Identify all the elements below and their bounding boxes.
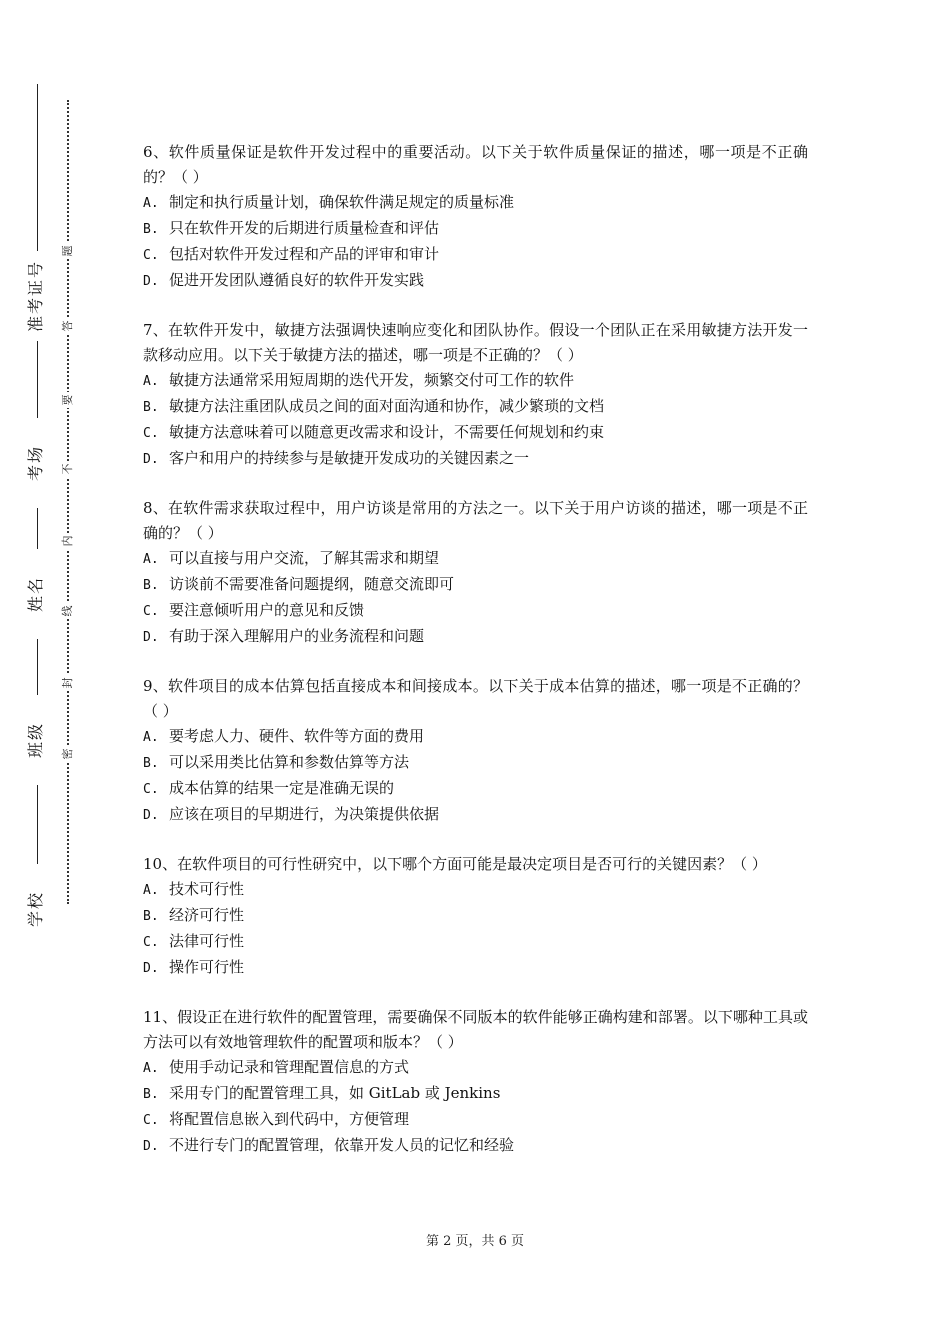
option-text: 操作可行性 xyxy=(169,958,245,976)
option-a xyxy=(143,877,808,903)
question-stem: 10、在软件项目的可行性研究中，以下哪个方面可能是最决定项目是否可行的关键因素？（ ） xyxy=(143,855,767,873)
question-stem: 9、软件项目的成本估算包括直接成本和间接成本。以下关于成本估算的描述，哪一项是不正确的？（ ） xyxy=(143,677,808,720)
option-text: 应该在项目的早期进行，为决策提供依据 xyxy=(169,805,440,823)
seal-char: 密 xyxy=(60,746,76,762)
option-text: 可以直接与用户交流，了解其需求和期望 xyxy=(169,549,440,567)
option-letter: B. xyxy=(143,400,159,415)
option-c xyxy=(143,929,808,955)
question-stem: 7、在软件开发中，敏捷方法强调快速响应变化和团队协作。假设一个团队正在采用敏捷方法开发一款移动应用。以下关于敏捷方法的描述，哪一项是不正确的？（ ） xyxy=(143,321,808,364)
option-letter: A. xyxy=(143,196,159,211)
option-a xyxy=(143,368,808,394)
option-d xyxy=(143,446,808,472)
name-label: 姓名 xyxy=(24,549,48,639)
option-text: 促进开发团队遵循良好的软件开发实践 xyxy=(169,271,425,289)
option-text: 使用手动记录和管理配置信息的方式 xyxy=(169,1058,410,1076)
option-a xyxy=(143,724,808,750)
option-letter: C. xyxy=(143,426,159,441)
option-text: 可以采用类比估算和参数估算等方法 xyxy=(169,753,410,771)
option-b xyxy=(143,750,808,776)
class-label: 班级 xyxy=(24,695,48,785)
option-a xyxy=(143,190,808,216)
option-letter: C. xyxy=(143,604,159,619)
option-b xyxy=(143,903,808,929)
option-d xyxy=(143,268,808,294)
option-letter: C. xyxy=(143,782,159,797)
option-letter: B. xyxy=(143,909,159,924)
option-letter: B. xyxy=(143,1087,159,1102)
option-text: 制定和执行质量计划，确保软件满足规定的质量标准 xyxy=(169,193,515,211)
option-letter: A. xyxy=(143,552,159,567)
option-text: 敏捷方法通常采用短周期的迭代开发，频繁交付可工作的软件 xyxy=(169,371,575,389)
option-letter: D. xyxy=(143,630,159,645)
page-number: 第 2 页，共 6 页 xyxy=(425,1234,525,1249)
option-text: 有助于深入理解用户的业务流程和问题 xyxy=(169,627,425,645)
option-d xyxy=(143,955,808,981)
option-text: 采用专门的配置管理工具，如 GitLab 或 Jenkins xyxy=(169,1084,501,1102)
option-c xyxy=(143,1107,808,1133)
seal-char: 封 xyxy=(60,675,76,691)
option-c xyxy=(143,242,808,268)
option-b xyxy=(143,1081,808,1107)
question-stem: 8、在软件需求获取过程中，用户访谈是常用的方法之一。以下关于用户访谈的描述，哪一项是不正确的？（ ） xyxy=(143,499,808,542)
option-text: 技术可行性 xyxy=(169,880,245,898)
option-letter: D. xyxy=(143,961,159,976)
option-text: 只在软件开发的后期进行质量检查和评估 xyxy=(169,219,440,237)
option-a xyxy=(143,1055,808,1081)
question-8 xyxy=(143,496,808,650)
option-d xyxy=(143,1133,808,1159)
option-text: 客户和用户的持续参与是敏捷开发成功的关键因素之一 xyxy=(169,449,530,467)
option-c xyxy=(143,776,808,802)
option-text: 将配置信息嵌入到代码中，方便管理 xyxy=(169,1110,410,1128)
option-b xyxy=(143,394,808,420)
question-stem: 11、假设正在进行软件的配置管理，需要确保不同版本的软件能够正确构建和部署。以下哪种工具或方法可以有效地管理软件的配置项和版本？（ ） xyxy=(143,1008,808,1051)
question-list xyxy=(143,140,808,1183)
option-letter: D. xyxy=(143,808,159,823)
option-letter: D. xyxy=(143,1139,159,1154)
question-7 xyxy=(143,318,808,472)
option-text: 包括对软件开发过程和产品的评审和审计 xyxy=(169,245,440,263)
option-letter: A. xyxy=(143,730,159,745)
admission-number-label: 准考证号 xyxy=(24,251,48,341)
option-text: 成本估算的结果一定是准确无误的 xyxy=(169,779,395,797)
option-b xyxy=(143,572,808,598)
option-text: 经济可行性 xyxy=(169,906,245,924)
binding-dotted-line xyxy=(67,100,69,904)
seal-char: 线 xyxy=(60,603,76,619)
option-letter: C. xyxy=(143,248,159,263)
question-stem: 6、软件质量保证是软件开发过程中的重要活动。以下关于软件质量保证的描述，哪一项是不正确的？（ ） xyxy=(143,143,808,186)
option-a xyxy=(143,546,808,572)
option-letter: B. xyxy=(143,578,159,593)
option-letter: C. xyxy=(143,1113,159,1128)
option-letter: A. xyxy=(143,1061,159,1076)
option-text: 法律可行性 xyxy=(169,932,245,950)
question-9 xyxy=(143,674,808,828)
option-text: 要注意倾听用户的意见和反馈 xyxy=(169,601,365,619)
option-d xyxy=(143,624,808,650)
question-10 xyxy=(143,852,808,981)
option-letter: B. xyxy=(143,756,159,771)
exam-room-label: 考场 xyxy=(24,418,48,508)
option-text: 敏捷方法注重团队成员之间的面对面沟通和协作，减少繁琐的文档 xyxy=(169,397,605,415)
option-d xyxy=(143,802,808,828)
option-text: 敏捷方法意味着可以随意更改需求和设计，不需要任何规划和约束 xyxy=(169,423,605,441)
option-letter: A. xyxy=(143,374,159,389)
option-b xyxy=(143,216,808,242)
option-letter: B. xyxy=(143,222,159,237)
question-11 xyxy=(143,1005,808,1159)
seal-char: 要 xyxy=(60,392,76,408)
option-letter: D. xyxy=(143,452,159,467)
question-6 xyxy=(143,140,808,294)
option-letter: A. xyxy=(143,883,159,898)
option-text: 不进行专门的配置管理，依靠开发人员的记忆和经验 xyxy=(169,1136,515,1154)
option-letter: C. xyxy=(143,935,159,950)
school-label: 学校 xyxy=(24,864,48,954)
seal-char: 答 xyxy=(60,318,76,334)
option-c xyxy=(143,420,808,446)
option-text: 访谈前不需要准备问题提纲，随意交流即可 xyxy=(169,575,455,593)
seal-char: 不 xyxy=(60,461,76,477)
option-letter: D. xyxy=(143,274,159,289)
option-text: 要考虑人力、硬件、软件等方面的费用 xyxy=(169,727,425,745)
option-c xyxy=(143,598,808,624)
seal-char: 内 xyxy=(60,533,76,549)
seal-char: 题 xyxy=(60,243,76,259)
